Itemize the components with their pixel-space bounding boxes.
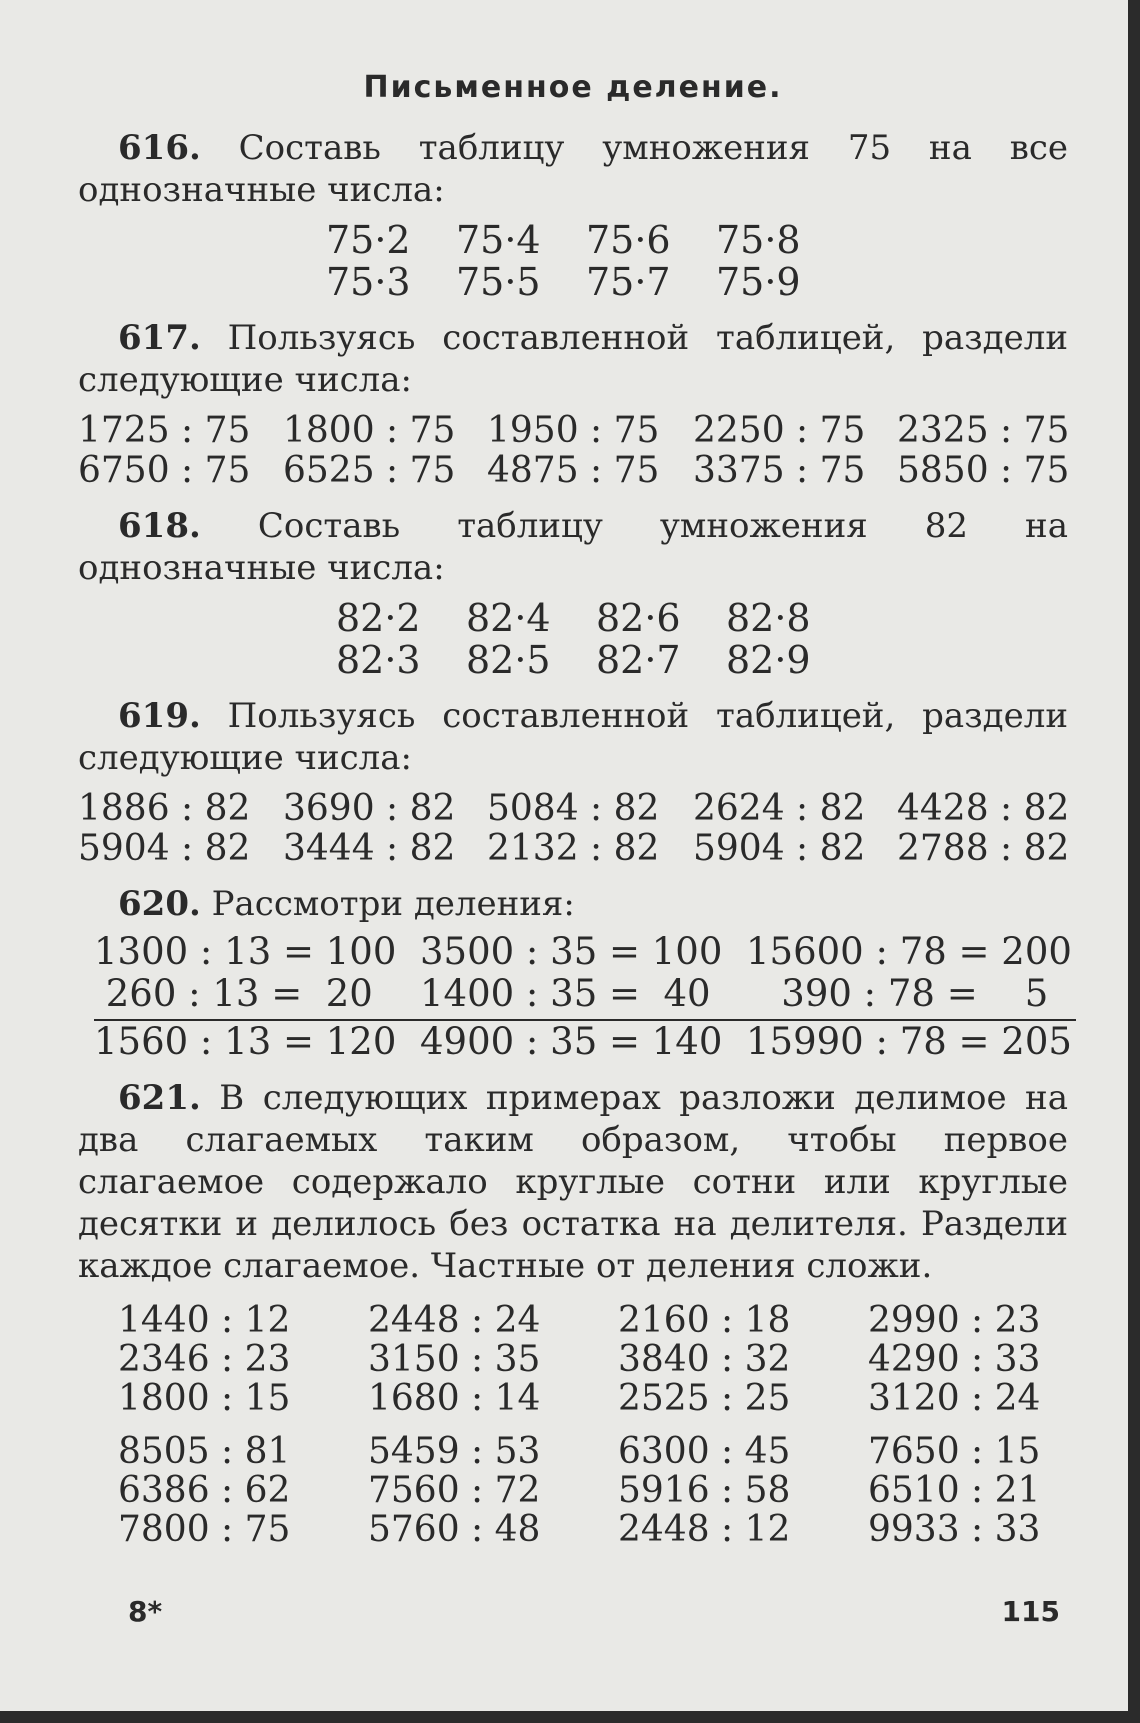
expression: 5904 : 82 <box>78 828 251 869</box>
expression: 1440 : 12 <box>118 1300 291 1341</box>
expression: 5850 : 75 <box>897 450 1070 491</box>
expression: 1800 : 15 <box>118 1378 291 1419</box>
expression: 3444 : 82 <box>283 828 456 869</box>
task-text: Пользуясь составленной таблицей, раздели следующие числа: <box>78 318 1068 400</box>
expression: 4428 : 82 <box>897 788 1070 829</box>
expression: 5084 : 82 <box>487 788 660 829</box>
group-gap <box>118 1418 1068 1432</box>
division-column <box>746 931 1076 1063</box>
expression: 75·2 <box>326 218 411 262</box>
expression: 2448 : 24 <box>368 1300 541 1341</box>
expression: 3375 : 75 <box>693 450 866 491</box>
division-line: 3500 : 35 = 100 <box>420 930 723 973</box>
division-column <box>94 931 420 1063</box>
expression: 2990 : 23 <box>868 1300 1041 1341</box>
expression: 1800 : 75 <box>283 410 456 451</box>
expression: 82·7 <box>596 638 681 682</box>
expression: 2250 : 75 <box>693 410 866 451</box>
expression: 3120 : 24 <box>868 1378 1041 1419</box>
expression: 2525 : 25 <box>618 1378 791 1419</box>
expression: 75·9 <box>716 260 801 304</box>
expression: 5760 : 48 <box>368 1509 541 1550</box>
table-620 <box>94 930 1072 1063</box>
expression: 3840 : 32 <box>618 1339 791 1380</box>
expression: 75·6 <box>586 218 671 262</box>
division-sum: 15990 : 78 = 205 <box>746 1019 1076 1063</box>
table-617 <box>78 411 1068 491</box>
expression: 75·3 <box>326 260 411 304</box>
expression: 82·5 <box>466 638 551 682</box>
expression: 8505 : 81 <box>118 1431 291 1472</box>
task-618 <box>78 505 1068 589</box>
task-text: В следующих примерах разложи делимое на два слагаемых таким образом, чтобы первое слагаемое содержало круглые сотни или круглые десятки и делилось без остатка на делителя. Раздели каждое слагаемое. Частные от деления сложи. <box>78 1078 1068 1286</box>
expression: 2448 : 12 <box>618 1509 791 1550</box>
expression: 82·3 <box>336 638 421 682</box>
expression: 4290 : 33 <box>868 1339 1041 1380</box>
division-line: 1300 : 13 = 100 <box>94 930 397 973</box>
table-619 <box>78 789 1068 869</box>
expression: 5916 : 58 <box>618 1470 791 1511</box>
task-621 <box>78 1077 1068 1287</box>
expression: 9933 : 33 <box>868 1509 1041 1550</box>
task-number: 618. <box>118 506 201 546</box>
expression: 82·2 <box>336 596 421 640</box>
expression: 2132 : 82 <box>487 828 660 869</box>
table-621 <box>118 1301 1068 1549</box>
expression: 4875 : 75 <box>487 450 660 491</box>
task-number: 617. <box>118 318 201 358</box>
task-619 <box>78 695 1068 779</box>
table-618 <box>336 597 1068 681</box>
expression: 1725 : 75 <box>78 410 251 451</box>
expression: 6300 : 45 <box>618 1431 791 1472</box>
expression: 82·9 <box>726 638 811 682</box>
expression: 5459 : 53 <box>368 1431 541 1472</box>
expression: 1950 : 75 <box>487 410 660 451</box>
expression: 2160 : 18 <box>618 1300 791 1341</box>
table-616 <box>326 219 1068 303</box>
expression: 6510 : 21 <box>868 1470 1041 1511</box>
expression: 7800 : 75 <box>118 1509 291 1550</box>
task-number: 616. <box>118 128 201 168</box>
expression: 1886 : 82 <box>78 788 251 829</box>
expression: 2325 : 75 <box>897 410 1070 451</box>
division-line: 1400 : 35 = 40 <box>420 972 711 1015</box>
expression: 82·4 <box>466 596 551 640</box>
expression: 5904 : 82 <box>693 828 866 869</box>
task-616 <box>78 127 1068 211</box>
expression: 2788 : 82 <box>897 828 1070 869</box>
expression: 6750 : 75 <box>78 450 251 491</box>
division-sum: 1560 : 13 = 120 <box>94 1019 420 1063</box>
expression: 2346 : 23 <box>118 1339 291 1380</box>
division-line: 390 : 78 = 5 <box>746 972 1049 1015</box>
expression: 75·8 <box>716 218 801 262</box>
task-620 <box>78 883 1068 925</box>
expression: 3690 : 82 <box>283 788 456 829</box>
task-text: Составь таблицу умножения 82 на однозначные числа: <box>78 506 1068 588</box>
signature-mark: 8* <box>128 1595 163 1628</box>
expression: 1680 : 14 <box>368 1378 541 1419</box>
task-number: 621. <box>118 1078 201 1118</box>
division-sum: 4900 : 35 = 140 <box>420 1019 746 1063</box>
expression: 7560 : 72 <box>368 1470 541 1511</box>
task-text: Рассмотри деления: <box>211 884 575 924</box>
page-title: Письменное деление. <box>363 70 783 105</box>
page-number: 115 <box>1001 1595 1060 1628</box>
task-number: 620. <box>118 884 201 924</box>
expression: 75·7 <box>586 260 671 304</box>
division-column <box>420 931 746 1063</box>
expression: 2624 : 82 <box>693 788 866 829</box>
expression: 75·4 <box>456 218 541 262</box>
division-line: 15600 : 78 = 200 <box>746 930 1072 973</box>
division-line: 260 : 13 = 20 <box>94 972 373 1015</box>
expression: 6386 : 62 <box>118 1470 291 1511</box>
expression: 82·8 <box>726 596 811 640</box>
expression: 75·5 <box>456 260 541 304</box>
task-617 <box>78 317 1068 401</box>
page-content <box>78 70 1072 1628</box>
expression: 6525 : 75 <box>283 450 456 491</box>
task-text: Составь таблицу умножения 75 на все однозначные числа: <box>78 128 1069 210</box>
task-number: 619. <box>118 696 201 736</box>
expression: 82·6 <box>596 596 681 640</box>
expression: 7650 : 15 <box>868 1431 1041 1472</box>
expression: 3150 : 35 <box>368 1339 541 1380</box>
task-text: Пользуясь составленной таблицей, раздели следующие числа: <box>78 696 1068 778</box>
